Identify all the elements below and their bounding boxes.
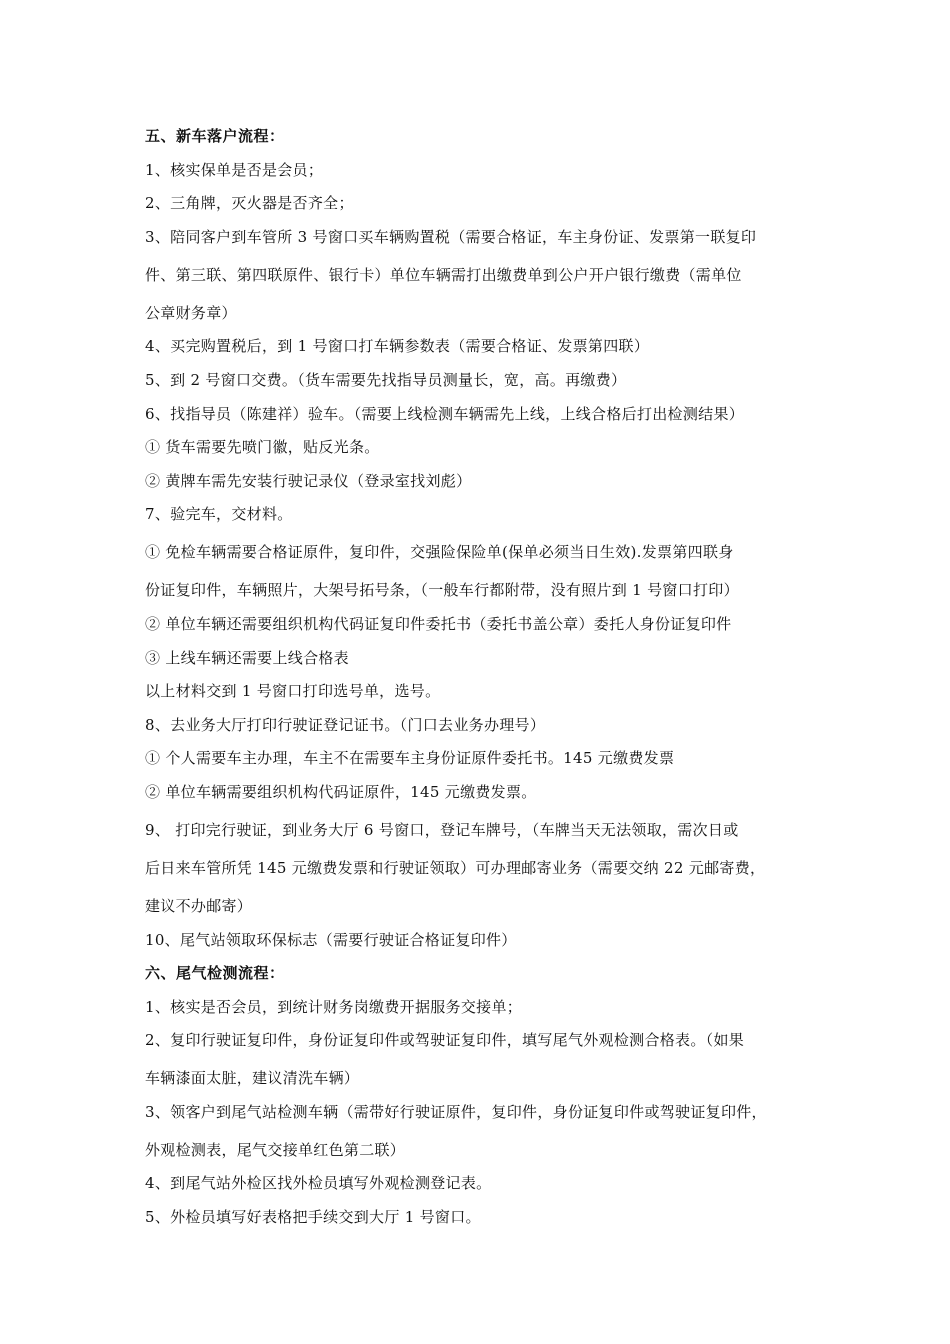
section-5-line-3: 3、陪同客户到车管所 3 号窗口买车辆购置税（需要合格证，车主身份证、发票第一联复印 xyxy=(145,227,757,246)
section-6-line-3-cont: 外观检测表，尾气交接单红色第二联） xyxy=(145,1140,406,1159)
section-5-line-9: 9、 打印完行驶证，到业务大厅 6 号窗口，登记车牌号，（车牌当天无法领取，需次日或 xyxy=(145,820,739,839)
section-5-line-2: 2、三角牌，灭火器是否齐全； xyxy=(145,194,354,213)
section-5-line-5: 5、到 2 号窗口交费。（货车需要先找指导员测量长，宽，高。再缴费） xyxy=(145,370,627,389)
section-6-line-4: 4、到尾气站外检区找外检员填写外观检测登记表。 xyxy=(145,1174,492,1193)
section-5-line-6-sub-2: ② 黄牌车需先安装行驶记录仪（登录室找刘彪） xyxy=(145,471,472,490)
section-6-line-3: 3、领客户到尾气站检测车辆（需带好行驶证原件，复印件，身份证复印件或驾驶证复印件， xyxy=(145,1102,767,1121)
section-5-line-4: 4、买完购置税后，到 1 号窗口打车辆参数表（需要合格证、发票第四联） xyxy=(145,337,650,356)
section-5-line-3-cont-2: 公章财务章） xyxy=(145,303,237,322)
section-6-line-5: 5、外检员填写好表格把手续交到大厅 1 号窗口。 xyxy=(145,1208,481,1227)
section-5-line-9-cont-1: 后日来车管所凭 145 元缴费发票和行驶证领取）可办理邮寄业务（需要交纳 22 元邮寄费， xyxy=(145,858,766,877)
section-5-line-8-sub-2: ② 单位车辆需要组织机构代码证原件，145 元缴费发票。 xyxy=(145,782,537,801)
section-5-line-7-sub-3: ③ 上线车辆还需要上线合格表 xyxy=(145,648,349,667)
section-5-line-7-sub-2: ② 单位车辆还需要组织机构代码证复印件委托书（委托书盖公章）委托人身份证复印件 xyxy=(145,614,732,633)
section-5-line-10: 10、尾气站领取环保标志（需要行驶证合格证复印件） xyxy=(145,930,517,949)
section-6-line-1: 1、核实是否会员，到统计财务岗缴费开据服务交接单； xyxy=(145,997,523,1016)
section-5-line-8-sub-1: ① 个人需要车主办理，车主不在需要车主身份证原件委托书。145 元缴费发票 xyxy=(145,749,675,768)
section-6-heading: 六、尾气检测流程： xyxy=(145,964,285,983)
section-5-line-7-sub-1: ① 免检车辆需要合格证原件，复印件，交强险保险单(保单必须当日生效).发票第四联身 xyxy=(145,543,734,562)
section-5-line-8: 8、去业务大厅打印行驶证登记证书。（门口去业务办理号） xyxy=(145,715,546,734)
section-5-line-3-cont-1: 件、第三联、第四联原件、银行卡）单位车辆需打出缴费单到公户开户银行缴费（需单位 xyxy=(145,265,742,284)
section-5-heading: 五、新车落户流程： xyxy=(145,127,285,145)
section-5-line-6-sub-1: ① 货车需要先喷门徽，贴反光条。 xyxy=(145,438,380,457)
section-5-line-9-cont-2: 建议不办邮寄） xyxy=(145,896,253,915)
section-5-line-7-note: 以上材料交到 1 号窗口打印选号单，选号。 xyxy=(145,682,441,701)
section-5-line-7: 7、验完车，交材料。 xyxy=(145,505,293,524)
section-6-line-2: 2、复印行驶证复印件，身份证复印件或驾驶证复印件，填写尾气外观检测合格表。（如果 xyxy=(145,1031,745,1050)
section-6-line-2-cont: 车辆漆面太脏，建议清洗车辆） xyxy=(145,1069,360,1088)
section-5-line-6: 6、找指导员（陈建祥）验车。（需要上线检测车辆需先上线，上线合格后打出检测结果） xyxy=(145,404,745,423)
section-5-line-1: 1、核实保单是否是会员； xyxy=(145,160,324,179)
section-5-line-7-sub-1-cont: 份证复印件，车辆照片，大架号拓号条，（一般车行都附带，没有照片到 1 号窗口打印） xyxy=(145,581,739,600)
document-body xyxy=(145,125,825,1240)
